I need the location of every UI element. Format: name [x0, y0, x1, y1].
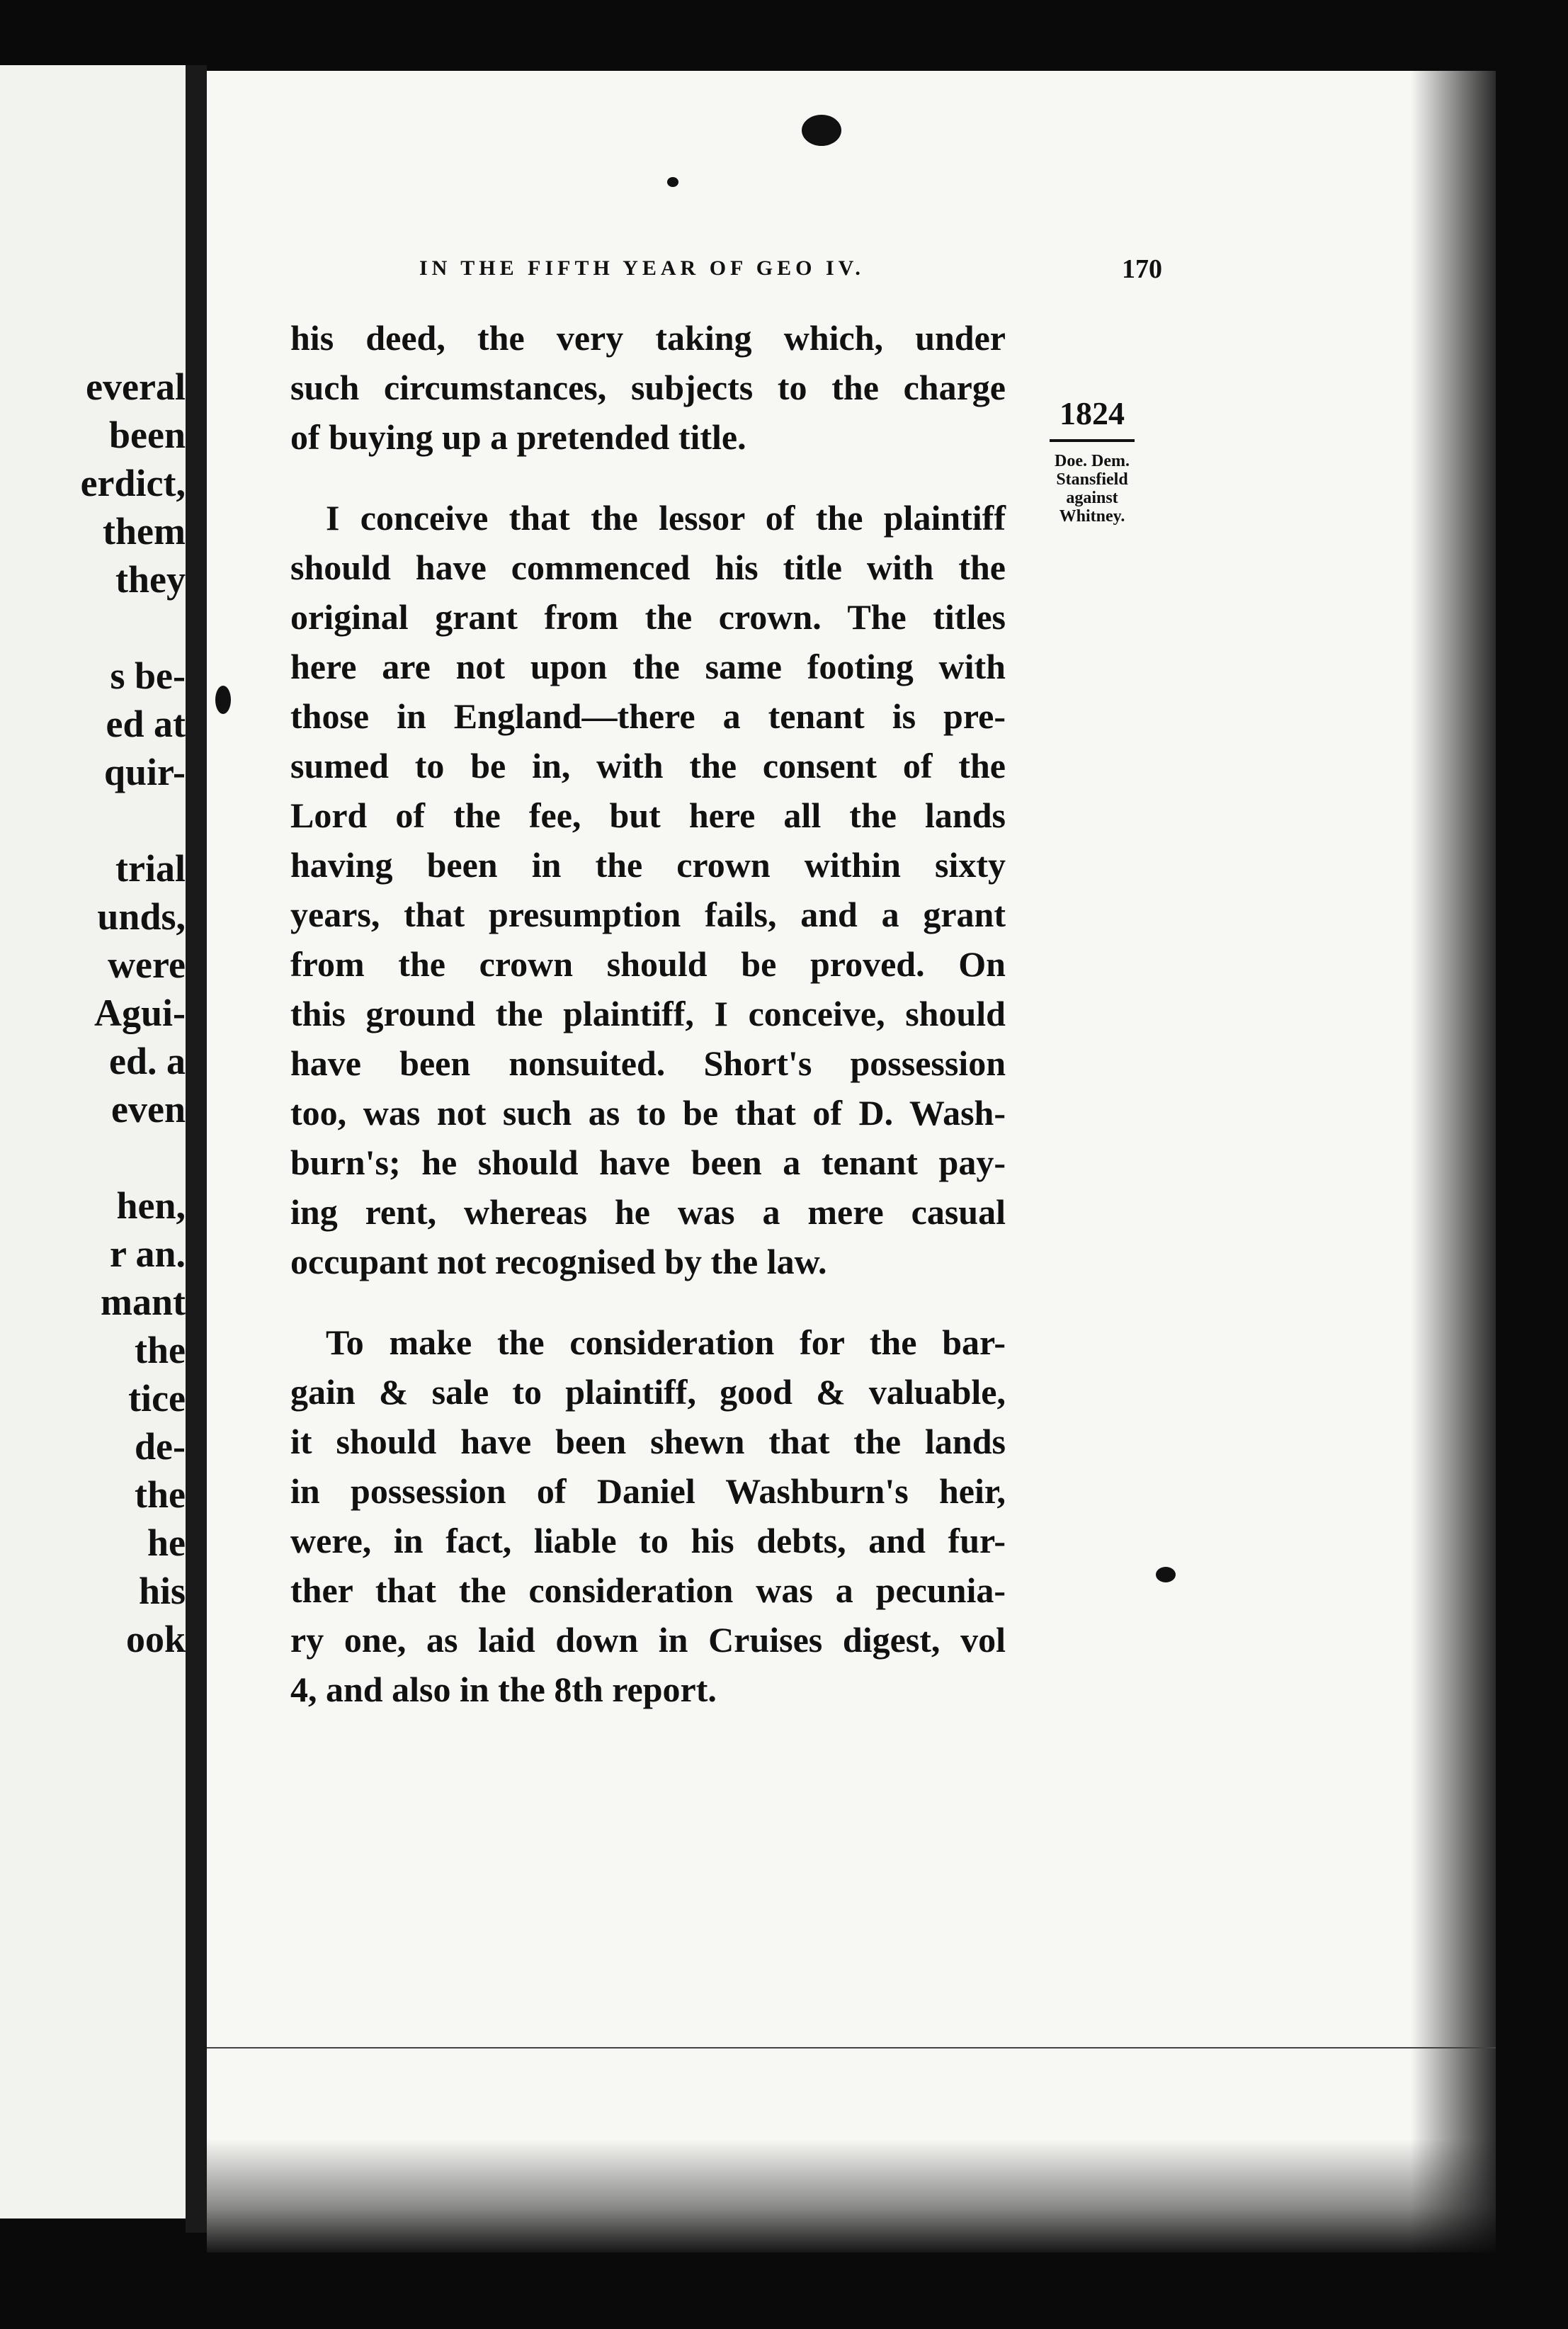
- text-line: should have commenced his title with the: [290, 548, 1006, 587]
- page-bottom-shadow: [207, 2139, 1496, 2252]
- left-text-fragment: s be-: [110, 654, 186, 697]
- fragment-gap: [81, 796, 186, 844]
- paragraph: [290, 313, 1006, 462]
- text-line: those in England—there a tenant is pre-: [290, 696, 1006, 736]
- left-text-fragment: were: [108, 944, 186, 986]
- text-line: I conceive that the lessor of the plaintiff: [326, 498, 1006, 538]
- left-text-fragment: they: [115, 558, 186, 601]
- margin-case-line: against: [1066, 489, 1118, 507]
- page-edge-shadow: [1411, 71, 1496, 2252]
- text-line: his deed, the very taking which, under: [290, 318, 1006, 358]
- text-line: gain & sale to plaintiff, good & valuable,: [290, 1372, 1006, 1412]
- left-text-fragment: ed. a: [109, 1040, 186, 1082]
- text-line: of buying up a pretended title.: [290, 417, 746, 457]
- margin-year: 1824: [1059, 395, 1125, 431]
- text-line: it should have been shewn that the lands: [290, 1422, 1006, 1461]
- left-text-fragment: been: [109, 414, 186, 456]
- text-line: ing rent, whereas he was a mere casual: [290, 1192, 1006, 1232]
- text-line: were, in fact, liable to his debts, and fur-: [290, 1521, 1006, 1560]
- margin-note: [1014, 394, 1170, 526]
- text-line: here are not upon the same footing with: [290, 647, 1006, 686]
- left-text-fragment: trial: [115, 847, 186, 890]
- left-text-fragment: quir-: [103, 751, 186, 793]
- left-text-fragment: ed at: [106, 703, 186, 745]
- margin-case-line: Whitney.: [1059, 507, 1125, 526]
- fragment-gap: [81, 1133, 186, 1182]
- text-line: years, that presumption fails, and a grant: [290, 895, 1006, 934]
- text-line: such circumstances, subjects to the charge: [290, 368, 1006, 407]
- text-line: sumed to be in, with the consent of the: [290, 746, 1006, 786]
- left-text-fragment: de-: [135, 1425, 186, 1468]
- left-text-fragment: everal: [86, 366, 186, 408]
- text-line: too, was not such as to be that of D. Wash-: [290, 1093, 1006, 1133]
- text-line: ther that the consideration was a pecunia-: [290, 1570, 1006, 1610]
- left-text-fragment: them: [103, 510, 186, 552]
- text-line: having been in the crown within sixty: [290, 845, 1006, 885]
- paragraph: [290, 493, 1006, 1286]
- text-line: have been nonsuited. Short's possession: [290, 1043, 1006, 1083]
- left-facing-page: [0, 65, 186, 2218]
- left-text-fragment: he: [147, 1522, 186, 1564]
- ink-speck: [667, 177, 678, 187]
- text-line: this ground the plaintiff, I conceive, should: [290, 994, 1006, 1033]
- text-line: To make the consideration for the bar-: [326, 1322, 1006, 1362]
- body-text: [290, 313, 1006, 1714]
- margin-case-line: Doe. Dem.: [1055, 452, 1130, 470]
- scan-artifact-line: [207, 2047, 1496, 2048]
- book-gutter: [186, 65, 207, 2233]
- ink-speck: [802, 115, 841, 146]
- text-line: in possession of Daniel Washburn's heir,: [290, 1471, 1006, 1511]
- text-line: 4, and also in the 8th report.: [290, 1670, 717, 1709]
- text-line: from the crown should be proved. On: [290, 944, 1006, 984]
- text-line: burn's; he should have been a tenant pay-: [290, 1143, 1006, 1182]
- left-text-fragment: the: [135, 1473, 186, 1516]
- left-text-fragment: the: [135, 1329, 186, 1371]
- left-text-fragment: hen,: [116, 1184, 186, 1227]
- text-line: Lord of the fee, but here all the lands: [290, 795, 1006, 835]
- left-text-fragment: tice: [128, 1377, 186, 1420]
- left-text-fragment: his: [138, 1570, 186, 1612]
- text-line: original grant from the crown. The titles: [290, 597, 1006, 637]
- margin-rule: [1050, 439, 1135, 442]
- margin-case-line: Stansfield: [1056, 470, 1128, 489]
- paragraph: [290, 1318, 1006, 1714]
- left-page-text-fragments: [81, 363, 186, 1663]
- left-text-fragment: Agui-: [93, 992, 186, 1034]
- left-text-fragment: ook: [125, 1618, 186, 1660]
- main-page: [207, 71, 1496, 2252]
- left-text-fragment: unds,: [97, 895, 186, 938]
- left-text-fragment: erdict,: [80, 462, 186, 504]
- running-head: IN THE FIFTH YEAR OF GEO IV.: [419, 256, 865, 280]
- ink-speck: [1156, 1567, 1176, 1582]
- left-text-fragment: even: [111, 1088, 186, 1130]
- ink-speck: [215, 686, 231, 714]
- fragment-gap: [81, 604, 186, 652]
- text-line: occupant not recognised by the law.: [290, 1242, 827, 1281]
- page-number: 170: [1122, 254, 1162, 284]
- left-text-fragment: r an.: [109, 1232, 186, 1275]
- text-line: ry one, as laid down in Cruises digest, vol: [290, 1620, 1006, 1660]
- left-text-fragment: mant: [101, 1281, 186, 1323]
